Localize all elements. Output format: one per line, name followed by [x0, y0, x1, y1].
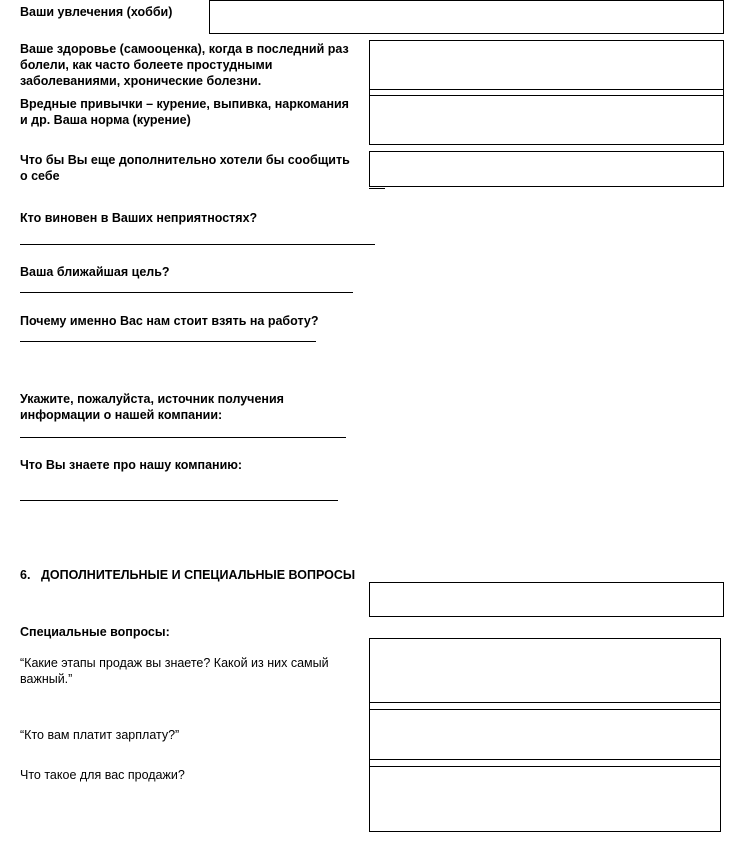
goal-label: Ваша ближайшая цель? — [20, 265, 170, 279]
special-q3-label: Что такое для вас продажи? — [20, 768, 185, 782]
section-title: ДОПОЛНИТЕЛЬНЫЕ И СПЕЦИАЛЬНЫЕ ВОПРОСЫ — [41, 568, 356, 582]
why-hire-answer-line[interactable] — [20, 341, 316, 342]
health-answer-box[interactable] — [369, 40, 724, 91]
section-6-heading — [20, 567, 400, 583]
about-label: Что бы Вы еще дополнительно хотели бы сообщить о себе — [20, 153, 350, 183]
know-company-answer-line[interactable] — [20, 500, 338, 501]
special-q2-answer-box[interactable] — [369, 709, 721, 761]
source-label: Укажите, пожалуйста, источник получения информации о нашей компании: — [20, 392, 284, 422]
about-answer-box[interactable] — [369, 151, 724, 187]
special-q1-answer-box[interactable] — [369, 638, 721, 704]
special-q3-answer-box[interactable] — [369, 766, 721, 832]
why-hire-label: Почему именно Вас нам стоит взять на работу? — [20, 314, 319, 328]
small-rule — [369, 188, 385, 189]
source-answer-line[interactable] — [20, 437, 346, 438]
goal-answer-line[interactable] — [20, 292, 353, 293]
hobby-answer-box[interactable] — [209, 0, 724, 34]
special-q2-label: “Кто вам платит зарплату?” — [20, 728, 180, 742]
section-number: 6. — [20, 568, 31, 582]
special-questions-heading: Специальные вопросы: — [20, 625, 170, 639]
habits-answer-box[interactable] — [369, 95, 724, 145]
blame-label: Кто виновен в Ваших неприятностях? — [20, 211, 258, 225]
health-label: Ваше здоровье (самооценка), когда в последний раз болели, как часто болеете простудными заболеваниями, хронические болезни. — [20, 42, 349, 88]
special-q1-label: “Какие этапы продаж вы знаете? Какой из них самый важный.” — [20, 656, 329, 686]
habits-label: Вредные привычки – курение, выпивка, наркомания и др. Ваша норма (курение) — [20, 97, 349, 127]
hobby-label: Ваши увлечения (хобби) — [20, 5, 173, 19]
blame-answer-line[interactable] — [20, 244, 375, 245]
know-company-label: Что Вы знаете про нашу компанию: — [20, 458, 243, 472]
section-6-answer-box[interactable] — [369, 582, 724, 617]
